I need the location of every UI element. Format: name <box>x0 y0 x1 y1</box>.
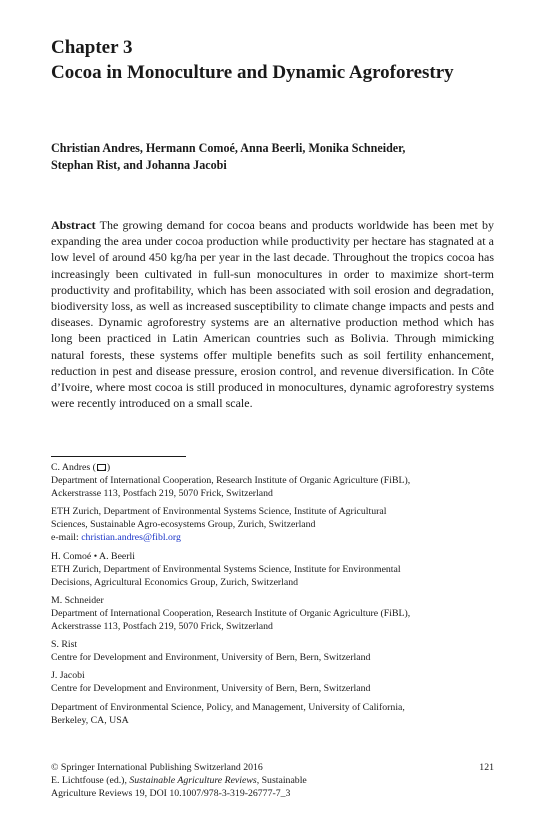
affiliation-line: Department of International Cooperation, Research Institute of Organic Agriculture (FiBL), <box>51 475 411 487</box>
author-line: Stephan Rist, and Johanna Jacobi <box>51 158 227 172</box>
affiliation-name: H. Comoé • A. Beerli <box>51 550 135 562</box>
affiliation-line: Centre for Development and Environment, University of Bern, Bern, Switzerland <box>51 683 371 695</box>
envelope-icon <box>97 464 106 471</box>
affiliation-line: Berkeley, CA, USA <box>51 714 129 726</box>
affiliation-line: Sciences, Sustainable Agro-ecosystems Group, Zurich, Switzerland <box>51 519 316 531</box>
email-line <box>51 531 494 544</box>
affiliation-line: Ackerstrasse 113, Postfach 219, 5070 Frick, Switzerland <box>51 488 273 500</box>
chapter-label: Chapter 3 <box>51 37 133 58</box>
abstract <box>51 217 494 411</box>
affiliation-line: Department of International Cooperation, Research Institute of Organic Agriculture (FiBL), <box>51 607 411 619</box>
affiliation-name: J. Jacobi <box>51 670 85 682</box>
affiliation-name: S. Rist <box>51 639 78 651</box>
affiliation-line: Centre for Development and Environment, University of Bern, Bern, Switzerland <box>51 652 371 664</box>
email-label: e-mail: <box>51 532 82 544</box>
copyright-line: © Springer International Publishing Switzerland 2016 <box>51 762 263 773</box>
affiliation-rist <box>51 638 494 664</box>
affiliation-name: M. Schneider <box>51 594 104 606</box>
affiliation-line: Decisions, Agricultural Economics Group, Zurich, Switzerland <box>51 576 299 588</box>
affiliation-berkeley <box>51 701 494 727</box>
affiliation-name: C. Andres ( ) <box>51 462 111 473</box>
abstract-label: Abstract <box>51 218 96 232</box>
series-title: Sustainable Agriculture Reviews <box>129 775 257 787</box>
affiliation-jacobi <box>51 669 494 695</box>
affiliation-comoe-beerli <box>51 550 494 589</box>
affiliations <box>51 461 494 732</box>
footnote-divider <box>51 456 186 457</box>
editor-line: E. Lichtfouse (ed.), Sustainable Agriculture Reviews, Sustainable <box>51 775 307 787</box>
affiliation-line: ETH Zurich, Department of Environmental Systems Science, Institute for Environmental <box>51 563 401 575</box>
affiliation-andres <box>51 461 494 500</box>
affiliation-eth-agri <box>51 505 494 544</box>
author-list <box>51 140 491 174</box>
doi-line: Agriculture Reviews 19, DOI 10.1007/978-3-319-26777-7_3 <box>51 788 291 800</box>
chapter-title: Cocoa in Monoculture and Dynamic Agroforestry <box>51 62 454 83</box>
affiliation-line: ETH Zurich, Department of Environmental Systems Science, Institute of Agricultural <box>51 506 387 518</box>
author-line: Christian Andres, Hermann Comoé, Anna Beerli, Monika Schneider, <box>51 141 406 155</box>
page-number: 121 <box>479 762 494 773</box>
affiliation-line: Department of Environmental Science, Policy, and Management, University of California, <box>51 701 405 713</box>
email-link[interactable]: christian.andres@fibl.org <box>81 532 181 544</box>
affiliation-line: Ackerstrasse 113, Postfach 219, 5070 Frick, Switzerland <box>51 621 273 633</box>
publication-info <box>51 761 494 800</box>
abstract-text: The growing demand for cocoa beans and products worldwide has been met by expanding the area under cocoa production while productivity per hectare has stagnated at a low level of around 450 kg/ha per year in the last decade. Throughout the tropics cocoa has increasingly been cultivated in full-sun monocultures in order to maximize short-term productivity and profitability, which has been associated with soil erosion and degradation, biodiversity loss, as well as increased susceptibility to climate change impacts and pests and diseases. Dynamic agroforestry systems are an alternative production method which has long been practiced in Latin American countries such as Bolivia. Through mimicking natural forests, these systems offer multiple benefits such as soil fertility enhancement, reduction in pest and disease pressure, erosion control, and revenue diversification. In Côte d’Ivoire, where most cocoa is still produced in monocultures, dynamic agroforestry systems were recently introduced on a small scale. <box>51 218 494 411</box>
affiliation-schneider <box>51 594 494 633</box>
